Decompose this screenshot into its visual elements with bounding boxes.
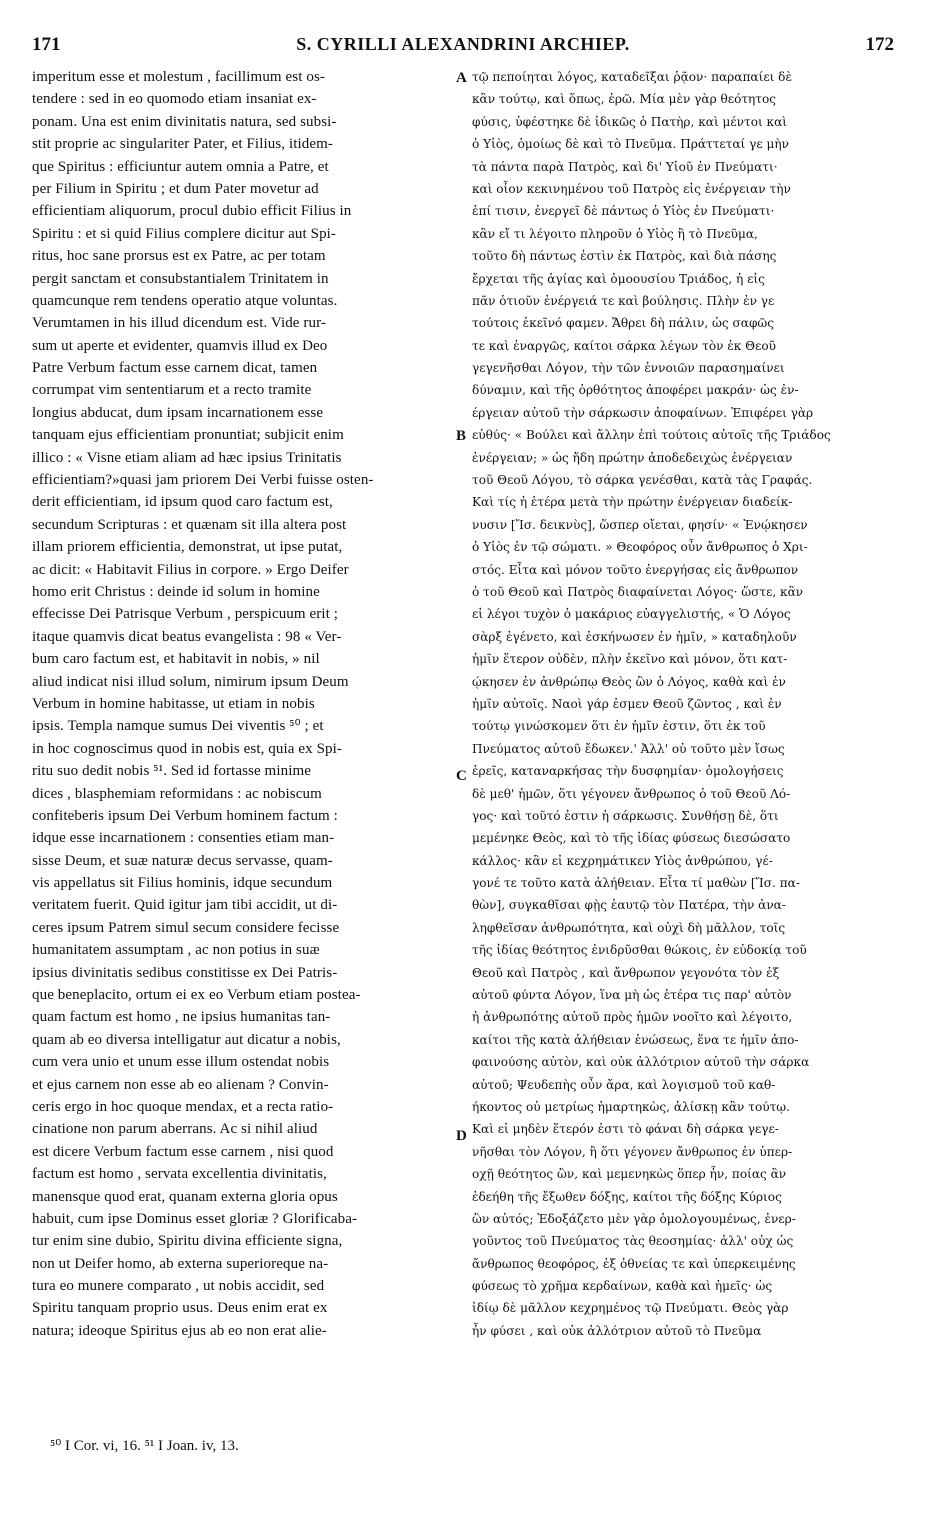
greek-text-line: Θεοῦ καὶ Πατρὸς , καὶ ἄνθρωπον γεγονότα τὸν ἐξ — [472, 965, 780, 980]
greek-text-line: σὰρξ ἐγένετο, καὶ ἐσκήνωσεν ἐν ἡμῖν, » καταδηλοῦν — [472, 629, 797, 644]
margin-marker-d: D — [456, 1128, 467, 1144]
running-header — [32, 34, 894, 58]
greek-text-line: αὐτοῦ φύντα Λόγον, ἵνα μὴ ὡς ἑτέρα τις παρ' αὐτὸν — [472, 988, 792, 1003]
greek-text-line: ὁ Υἱὸς, ὁμοίως δὲ καὶ τὸ Πνεῦμα. Πράττεταί γε μὴν — [472, 137, 789, 152]
latin-text-line: secundum Scripturas : et quænam sit illa altera post — [32, 516, 347, 533]
latin-text-line: derit efficientiam, id ipsum quod caro factum est, — [32, 494, 333, 511]
greek-text-line: τοῦτο δὴ πάντως ἐστὶν ἐκ Πατρὸς, καὶ διὰ πάσης — [472, 249, 777, 264]
latin-text-line: que Spiritus : efficiuntur autem omnia a Patre, et — [32, 158, 329, 175]
latin-text-line: manensque quod erat, quanam externa gloria opus — [32, 1188, 338, 1205]
greek-text-line: τὰ πάντα παρὰ Πατρὸς, καὶ δι' Υἱοῦ ἐν Πνεύματι· — [472, 159, 778, 174]
greek-text-line: εὐθύς· « Βούλει καὶ ἄλλην ἐπὶ τούτοις αὐτοῖς τῆς Τριάδος — [472, 428, 831, 443]
greek-text-line: ὁ Υἱὸς ἐν τῷ σώματι. » Θεοφόρος οὖν ἄνθρωπος ὁ Χρι- — [472, 540, 808, 555]
running-title: S. CYRILLI ALEXANDRINI ARCHIEP. — [296, 34, 630, 54]
latin-text-line: habuit, cum ipse Dominus esset gloriæ ? Glorificaba- — [32, 1210, 358, 1227]
greek-text-line: έργειαν αὐτοῦ τὴν σάρκωσιν ἀποφαίνων. Ἐπιφέρει γὰρ — [472, 405, 814, 420]
greek-text-line: ἔρχεται τῆς ἁγίας καὶ ὁμοουσίου Τριάδος, ἡ εἰς — [472, 271, 765, 286]
latin-text-line: cinatione non parum aberrans. Ac si nihil aliud — [32, 1121, 318, 1138]
latin-text-line: efficientiam aliquorum, procul dubio efficit Filius in — [32, 203, 352, 220]
latin-text-line: humanitatem assumptam , ac non potius in suæ — [32, 942, 320, 959]
greek-text-line: ἐνέργειαν; » ὡς ἤδη πρώτην ἀποδεδειχὼς ἐνέργειαν — [472, 450, 793, 465]
margin-marker-b: B — [456, 428, 467, 444]
greek-text-line: Καὶ τίς ἡ ἑτέρα μετὰ τὴν πρώτην ἐνέργειαν διαδείκ- — [472, 495, 793, 510]
latin-text-line: ritus, hoc sane prorsus est ex Patre, ac per totam — [32, 248, 326, 265]
latin-text-line: ceris ergo in hoc quoque mendax, et a recta ratio- — [32, 1098, 334, 1115]
latin-text-line: imperitum esse et molestum , facillimum est os- — [32, 69, 325, 85]
latin-text-line: factum est homo , servata excellentia divinitatis, — [32, 1166, 327, 1183]
greek-text-line: ἦν φύσει , καὶ οὐκ ἀλλότριον αὐτοῦ τὸ Πνεῦμα — [472, 1323, 762, 1338]
latin-text-line: tur enim sine dubio, Spiritu divina efficiente signa, — [32, 1233, 343, 1250]
greek-text-line: Καὶ εἰ μηδὲν ἕτερόν ἐστι τὸ φάναι δὴ σάρκα γεγε- — [472, 1122, 779, 1137]
greek-text-line: ἡμῖν αὐτοῖς. Ναοὶ γάρ ἐσμεν Θεοῦ ζῶντος , καὶ ἐν — [472, 696, 782, 711]
latin-text-line: stit proprie ac singulariter Pater, et Filius, itidem- — [32, 136, 333, 153]
greek-text-line: ἄνθρωπος θεοφόρος, ἐξ ὀθνείας τε καὶ ὑπερκειμένης — [472, 1256, 796, 1271]
latin-text-line: cum vera unio et unum esse illum ostendat nobis — [32, 1054, 330, 1071]
latin-text-line: tendere : sed in eo quomodo etiam insaniat ex- — [32, 91, 317, 108]
page-number-left: 171 — [32, 34, 61, 55]
greek-text-line: φύσεως τὸ χρῆμα κερδαίνων, καθὰ καὶ ἡμεῖς· ὡς — [472, 1279, 773, 1294]
latin-text-line: ritu suo dedit nobis ⁵¹. Sed id fortasse minime — [32, 763, 311, 780]
latin-text-line: homo erit Christus : deinde id solum in homine — [32, 583, 320, 600]
greek-text-line: ὢν αὐτός; Ἐδοξάζετο μὲν γὰρ ὁμολογουμένως, ἐνερ- — [472, 1211, 796, 1226]
greek-text-line: φαινούσης αὐτὸν, καὶ οὐκ ἀλλότριον αὐτοῦ τὴν σάρκα — [472, 1055, 810, 1070]
greek-text-line: καὶ οἷον κεκινημένου τοῦ Πατρὸς εἰς ἐνέργειαν τὴν — [472, 181, 791, 196]
latin-text-line: quam factum est homo , ne ipsius humanitas tan- — [32, 1009, 331, 1026]
greek-text-line: δὲ μεθ' ἡμῶν, ὅτι γέγονεν ἄνθρωπος ὁ τοῦ Θεοῦ Λό- — [472, 786, 791, 801]
greek-text-line: γος· καὶ τοῦτό ἐστιν ἡ σάρκωσις. Συνθήσῃ δὲ, ὅτι — [472, 808, 779, 823]
margin-marker-c: C — [456, 768, 467, 784]
latin-text-line: sisse Deum, et suæ naturæ decus servasse, quam- — [32, 852, 333, 869]
latin-text-line: illam priorem efficientia, demonstrat, ut ipse putat, — [32, 539, 343, 556]
greek-text-line: τοῦ Θεοῦ Λόγου, τὸ σάρκα γενέσθαι, κατὰ τὰς Γραφάς. — [472, 473, 813, 488]
latin-text-line: tura eo munere comparato , ut nobis accidit, sed — [32, 1278, 325, 1295]
page-number-right: 172 — [865, 34, 894, 55]
greek-text-line: ὁ τοῦ Θεοῦ καὶ Πατρὸς διαφαίνεται Λόγος· ὥστε, κἂν — [472, 584, 804, 599]
greek-text-line: γεγενῆσθαι Λόγον, τὴν τῶν ἐννοιῶν παρασημαίνει — [472, 361, 785, 376]
greek-text-line: τε καὶ ἐναργῶς, καίτοι σάρκα λέγων τὸν ἐκ Θεοῦ — [472, 338, 776, 353]
greek-text-line: ῴκησεν ἐν ἀνθρώπῳ Θεὸς ὢν ὁ Λόγος, καθὰ καὶ ἐν — [472, 674, 786, 689]
greek-text-line: Πνεύματος αὐτοῦ ἔδωκεν.' Ἀλλ' οὐ τοῦτο μὲν ἴσως — [472, 741, 785, 756]
greek-text-line: νυσιν [Ἴσ. δεικνὺς], ὥσπερ οἴεται, φησίν· « Ἐνῴκησεν — [472, 517, 808, 532]
greek-text-line: δύναμιν, καὶ τῆς ὀρθότητος ἀποφέρει μακράν· ὡς ἐν- — [472, 383, 799, 398]
greek-column — [472, 66, 896, 1342]
greek-text-line: ήκοντος οὐ μετρίως ἡμαρτηκὼς, ἁλίσκῃ κἂν τούτῳ. — [472, 1099, 790, 1114]
greek-text-line: στός. Εἶτα καὶ μόνον τοῦτο ἐνεργήσας εἰς ἄνθρωπον — [472, 562, 799, 577]
greek-text-line: κἂν τούτῳ, καὶ ὅπως, ἐρῶ. Μία μὲν γὰρ θεότητος — [472, 92, 777, 107]
footnotes: ⁵⁰ I Cor. vi, 16. ⁵¹ I Joan. iv, 13. — [50, 1438, 239, 1454]
latin-text-line: Patre Verbum factum esse carnem dicat, tamen — [32, 360, 318, 377]
latin-text-line: tanquam ejus efficientiam pronuntiat; subjicit enim — [32, 427, 344, 444]
latin-text-line: et ejus carnem non esse ab eo alienam ? Convin- — [32, 1076, 329, 1093]
greek-text-line: ἡμῖν ἕτερον οὐδὲν, πλὴν ἐκεῖνο καὶ μόνον, ὅτι κατ- — [472, 652, 788, 667]
latin-text-line: bum caro factum est, et habitavit in nobis, » nil — [32, 651, 320, 668]
latin-text-line: veritatem fuerit. Quid igitur jam tibi accidit, ut di- — [32, 897, 338, 914]
margin-marker-a: A — [456, 70, 467, 86]
greek-text-line: οχῇ θεότητος ὢν, καὶ μεμενηκὼς ὅπερ ἦν, ποίας ἂν — [472, 1167, 787, 1182]
latin-text-line: sum ut aperte et evidenter, quamvis illud ex Deo — [32, 337, 328, 354]
latin-text-line: Spiritu : et si quid Filius complere dicitur aut Spi- — [32, 225, 337, 242]
greek-text-line: τούτῳ γινώσκομεν ὅτι ἐν ἡμῖν ἐστιν, ὅτι ἐκ τοῦ — [472, 719, 766, 734]
greek-text-line: εἰ λέγοι τυχὸν ὁ μακάριος εὐαγγελιστής, « Ὁ Λόγος — [472, 607, 791, 622]
latin-text-line: corrumpat vim sententiarum et a recto tramite — [32, 382, 312, 399]
latin-text-line: illico : « Visne etiam aliam ad hæc ipsius Trinitatis — [32, 449, 342, 466]
latin-text-line: pergit sanctam et consubstantialem Trinitatem in — [32, 270, 329, 287]
latin-text-line: Verumtamen in his illud dicendum est. Vide rur- — [32, 315, 326, 332]
greek-text-line: ἐδεήθη τῆς ἔξωθεν δόξης, καίτοι τῆς δόξης Κύριος — [472, 1189, 782, 1204]
latin-text-line: effecisse Dei Patrisque Verbum , perspicuum erit ; — [32, 606, 339, 623]
latin-text-line: idque esse incarnationem : consenties etiam man- — [32, 830, 335, 847]
greek-text-line: γονέ τε τοῦτο κατὰ ἀλήθειαν. Εἶτα τί μαθὼν [Ἴσ. πα- — [472, 876, 800, 891]
latin-text-line: ponam. Una est enim divinitatis natura, sed subsi- — [32, 113, 337, 130]
greek-text-line: νῆσθαι τὸν Λόγον, ἢ ὅτι γέγονεν ἄνθρωπος ἐν ὑπερ- — [472, 1144, 793, 1159]
latin-text-line: non ut Deifer homo, ab externa superioreque na- — [32, 1255, 329, 1272]
latin-text-line: ipsis. Templa namque sumus Dei viventis ⁵⁰ ; et — [32, 718, 324, 735]
greek-text-line: ἡ ἀνθρωπότης αὐτοῦ πρὸς ἡμῶν νοοῖτο καὶ λέγοιτο, — [472, 1010, 793, 1025]
latin-text-line: vis appellatus sit Filius hominis, idque secundum — [32, 875, 333, 892]
latin-text-line: est dicere Verbum factum esse carnem , nisi quod — [32, 1143, 334, 1160]
greek-text-line: κάλλος· κἂν εἰ κεχρημάτικεν Υἱὸς ἀνθρώπου, γέ- — [472, 853, 773, 868]
latin-text-line: itaque quamvis dicat beatus evangelista : 98 « Ver- — [32, 628, 342, 645]
greek-text-line: ἐρεῖς, καταναρκήσας τὴν δυσφημίαν· ὁμολογήσεις — [472, 764, 784, 779]
latin-text-line: longius abducat, dum ipsam incarnationem esse — [32, 404, 324, 421]
greek-text-line: μεμένηκε Θεὸς, καὶ τὸ τῆς ἰδίας φύσεως διεσώσατο — [472, 831, 791, 846]
greek-text-line: τῷ πεποίηται λόγος, καταδεῖξαι ῥᾷον· παραπαίει δὲ — [472, 70, 792, 84]
latin-text-line: quam ab eo diversa intelligatur aut dicatur a nobis, — [32, 1031, 341, 1048]
greek-text-line: τούτοις ἐκεῖνό φαμεν. Ἄθρει δὴ πάλιν, ὡς σαφῶς — [472, 316, 775, 331]
greek-text-line: θὼν], συγκαθῖσαι φῂς ἑαυτῷ τὸν Πατέρα, τὴν ἀνα- — [472, 898, 786, 913]
greek-text-line: ληφθεῖσαν ἀνθρωπότητα, καὶ οὐχὶ δὴ μᾶλλον, τοῖς — [472, 920, 786, 935]
greek-text-line: ἐπί τισιν, ἐνεργεῖ δὲ πάντως ὁ Υἱὸς ἐν Πνεύματι· — [472, 204, 775, 219]
greek-text-line: γοῦντος τοῦ Πνεύματος τὰς θεοσημίας· ἀλλ' οὐχ ὡς — [472, 1234, 794, 1249]
latin-text-line: per Filium in Spiritu ; et dum Pater movetur ad — [32, 180, 319, 197]
greek-text-line: ἰδίῳ δὲ μᾶλλον κεχρημένος τῷ Πνεύματι. Θεὸς γὰρ — [472, 1301, 789, 1316]
latin-text-line: natura; ideoque Spiritus ejus ab eo non erat alie- — [32, 1322, 327, 1339]
latin-text-line: que beneplacito, ortum ei ex eo Verbum etiam postea- — [32, 987, 361, 1004]
latin-text-line: aliud indicat nisi illud solum, nimirum ipsum Deum — [32, 673, 349, 690]
latin-text-line: confiteberis ipsum Dei Verbum hominem factum : — [32, 807, 338, 824]
latin-text-line: ipsius divinitatis sedibus constitisse ex Dei Patris- — [32, 964, 338, 981]
latin-text-line: ceres ipsum Patrem simul secum considere fecisse — [32, 919, 340, 936]
latin-text-line: in hoc cognoscimus quod in nobis est, quia ex Spi- — [32, 740, 342, 757]
latin-column — [32, 66, 450, 1342]
greek-text-line: αὐτοῦ; Ψευδεπὴς οὖν ἄρα, καὶ λογισμοῦ τοῦ καθ- — [472, 1077, 776, 1092]
latin-text-line: Verbum in homine habitasse, ut etiam in nobis — [32, 695, 315, 712]
latin-text-line: Spiritu tanquam proprio usus. Deus enim erat ex — [32, 1300, 328, 1317]
latin-text-line: efficientiam?»quasi jam priorem Dei Verbi fuisse osten- — [32, 472, 374, 489]
greek-text-line: τῆς ἰδίας θεότητος ἐνιδρῦσθαι θώκοις, ἐν εὐδοκίᾳ τοῦ — [472, 943, 807, 958]
latin-text-line: ac dicit: « Habitavit Filius in corpore. » Ergo Deifer — [32, 561, 349, 578]
greek-text-line: φύσις, ὑφέστηκε δὲ ἰδικῶς ὁ Πατὴρ, καὶ μέντοι καὶ — [472, 114, 788, 129]
latin-text-line: dices , blasphemiam reformidans : ac nobiscum — [32, 785, 322, 802]
greek-text-line: πᾶν ὁτιοῦν ἐνέργειά τε καὶ βούλησις. Πλὴν ἐν γε — [472, 293, 775, 308]
latin-text-line: quamcunque rem tendens operatio atque voluntas. — [32, 292, 338, 309]
greek-text-line: κἂν εἴ τι λέγοιτο πληροῦν ὁ Υἱὸς ἢ τὸ Πνεῦμα, — [472, 226, 758, 241]
greek-text-line: καίτοι τῆς κατὰ ἀλήθειαν ἑνώσεως, ἕνα τε ἡμῖν ἀπο- — [472, 1032, 799, 1047]
